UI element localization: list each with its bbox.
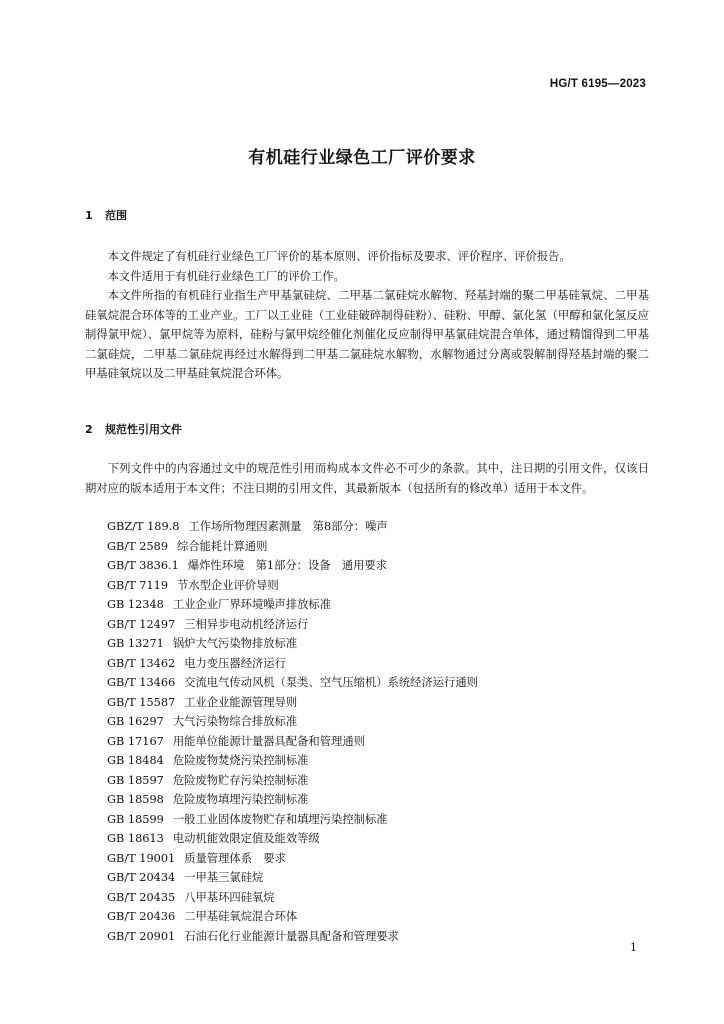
reference-title: 电力变压器经济运行 [184,656,286,670]
reference-title: 危险废物焚烧污染控制标准 [172,754,309,767]
reference-title: 节水型企业评价导则 [177,578,279,592]
list-item [107,556,478,576]
reference-code: GB/T 19001 [107,851,176,865]
section-2-number: 2 [85,423,93,436]
list-item [107,868,478,888]
reference-code: GB 18613 [107,832,164,845]
reference-code: GB/T 20901 [107,929,176,943]
reference-title: 电动机能效限定值及能效等级 [172,832,320,845]
scope-paragraph-1: 本文件规定了有机硅行业绿色工厂评价的基本原则、评价指标及要求、评价程序、评价报告。 [107,250,571,263]
section-2-intro [85,459,649,498]
reference-title: 危险废物贮存污染控制标准 [172,773,309,787]
list-item [107,576,478,596]
list-item [107,595,478,615]
list-item [107,634,478,654]
reference-code: GB 17167 [107,734,164,748]
reference-code: GB 18484 [107,754,164,767]
reference-code: GB/T 13462 [107,656,176,670]
reference-title: 三相异步电动机经济运行 [184,617,309,631]
reference-title: 八甲基环四硅氧烷 [184,890,275,904]
reference-title: 交流电气传动风机（泵类、空气压缩机）系统经济运行通则 [184,676,478,689]
section-1-title: 范围 [105,209,127,222]
list-item [107,517,478,537]
reference-code: GB 18597 [107,773,164,787]
section-1-heading [85,207,127,223]
references-intro-paragraph: 下列文件中的内容通过文中的规范性引用而构成本文件必不可少的条款。其中，注日期的引用文件，仅该日期对应的版本适用于本文件；不注日期的引用文件，其最新版本（包括所有的修改单）适用于本文件。 [85,462,649,495]
standard-code: HG/T 6195—2023 [549,78,646,90]
reference-code: GB 16297 [107,715,164,728]
reference-code: GB 18598 [107,793,164,806]
reference-title: 爆炸性环境 第1部分：设备 通用要求 [187,559,388,572]
reference-title: 工作场所物理因素测量 第8部分：噪声 [188,520,388,533]
reference-code: GB 18599 [107,812,164,826]
reference-title: 危险废物填埋污染控制标准 [172,793,309,806]
reference-code: GB/T 20435 [107,890,176,904]
list-item [107,751,478,771]
reference-title: 一甲基三氯硅烷 [184,871,264,884]
list-item [107,654,478,674]
scope-paragraph-2: 本文件适用于有机硅行业绿色工厂的评价工作。 [107,269,345,283]
reference-title: 质量管理体系 要求 [184,851,286,865]
list-item [107,907,478,927]
reference-title: 用能单位能源计量器具配备和管理通则 [172,734,365,748]
section-1-number: 1 [85,209,93,222]
reference-title: 大气污染物综合排放标准 [172,715,298,728]
list-item [107,810,478,830]
list-item [107,888,478,908]
list-item [107,732,478,752]
reference-title: 一般工业固体废物贮存和填埋污染控制标准 [172,812,388,826]
reference-code: GB/T 13466 [107,676,176,689]
scope-paragraph-3: 本文件所指的有机硅行业指生产甲基氯硅烷、二甲基二氯硅烷水解物、羟基封端的聚二甲基硅氧烷、二甲基硅氧烷混合环体等的工业产业。工厂以工业硅（工业硅破碎制得硅粉）、硅粉、甲醇、氯化氢（甲醇和氯化氢反应制得氯甲烷）、氯甲烷等为原料，硅粉与氯甲烷经催化剂催化反应制得甲基氯硅烷混合单体，通过精馏得到二甲基二氯硅烷，二甲基二氯硅烷再经过水解得到二甲基二氯硅烷水解物，水解物通过分离或裂解制得羟基封端的聚二甲基硅氧烷以及二甲基硅氧烷混合环体。 [85,289,649,380]
reference-title: 石油石化行业能源计量器具配备和管理要求 [184,929,399,943]
reference-title: 综合能耗计算通则 [177,539,268,553]
list-item [107,673,478,693]
list-item [107,829,478,849]
document-title: 有机硅行业绿色工厂评价要求 [248,148,476,168]
reference-code: GB/T 15587 [107,695,176,709]
section-2-title: 规范性引用文件 [105,423,182,436]
list-item [107,615,478,635]
list-item [107,537,478,557]
reference-title: 锅炉大气污染物排放标准 [172,637,298,650]
reference-title: 二甲基硅氧烷混合环体 [184,910,298,923]
reference-code: GB/T 20434 [107,871,176,884]
list-item [107,693,478,713]
list-item [107,712,478,732]
reference-title: 工业企业厂界环境噪声排放标准 [172,598,332,611]
list-item [107,771,478,791]
reference-code: GB/T 7119 [107,578,169,592]
reference-code: GB 12348 [107,598,164,611]
reference-code: GB 13271 [107,637,164,650]
section-1-body [85,247,649,384]
list-item [107,849,478,869]
reference-code: GB/T 3836.1 [107,559,179,572]
list-item [107,927,478,947]
reference-list [107,517,478,946]
reference-code: GB/T 12497 [107,617,176,631]
list-item [107,790,478,810]
page-number: 1 [630,941,637,954]
reference-code: GB/T 2589 [107,539,169,553]
reference-code: GB/T 20436 [107,910,176,923]
reference-title: 工业企业能源管理导则 [184,695,298,709]
reference-code: GBZ/T 189.8 [107,520,180,533]
section-2-heading [85,421,182,437]
